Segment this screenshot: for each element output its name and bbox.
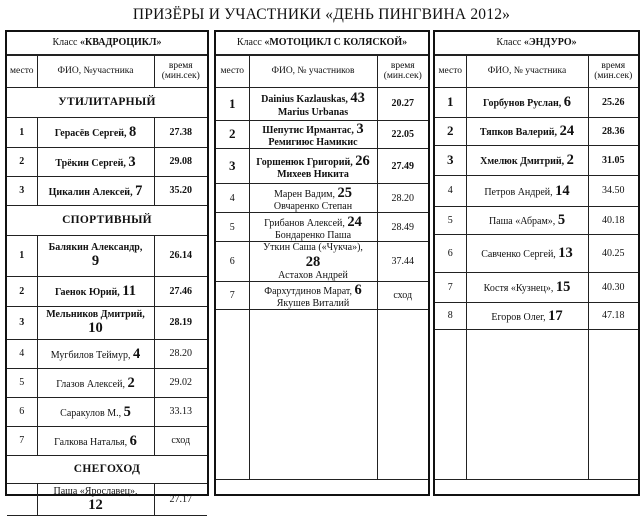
participant-cell — [466, 273, 588, 303]
time-cell: 28.19 — [154, 307, 207, 340]
participant-cell — [466, 207, 588, 235]
place-cell: 2 — [7, 277, 37, 307]
col-time: время (мин.сек) — [377, 56, 428, 88]
place-cell: 5 — [216, 213, 249, 242]
time-cell: 28.20 — [154, 340, 207, 369]
crew-number: 24 — [347, 213, 362, 230]
time-cell: 28.20 — [377, 184, 428, 213]
col-time: время (мин.сек) — [588, 56, 638, 88]
participant-cell — [466, 146, 588, 176]
crew-row — [216, 149, 428, 184]
class-label: Класс — [52, 37, 78, 48]
place-cell: 4 — [435, 176, 466, 207]
place-cell: 4 — [7, 340, 37, 369]
result-row — [435, 118, 638, 146]
col-place: место — [216, 56, 249, 88]
crew-row — [216, 213, 428, 242]
driver-name: Горшенюк Григорий, — [256, 156, 353, 168]
quad-results-table — [7, 55, 207, 516]
result-row — [435, 273, 638, 303]
class-label: Класс — [496, 37, 522, 48]
sidecar-class-panel — [214, 30, 430, 496]
place-cell: 3 — [7, 307, 37, 340]
result-row — [7, 177, 207, 206]
place-cell: 4 — [216, 184, 249, 213]
place-cell: 8 — [435, 303, 466, 330]
participant-name: Горбунов Руслан, — [483, 98, 562, 110]
participant-name: Паша «Ярославец», — [53, 485, 138, 497]
participant-number: 14 — [555, 182, 570, 199]
place-cell: 7 — [7, 427, 37, 456]
result-row — [7, 484, 207, 516]
participant-name: Петров Андрей, — [484, 186, 553, 198]
result-row — [7, 148, 207, 177]
participant-number: 5 — [557, 212, 566, 229]
crew-cell — [249, 149, 377, 184]
crew-number: 28 — [305, 253, 321, 270]
crew-row — [216, 242, 428, 282]
driver-name: Шепутис Ирмантас, — [262, 125, 354, 136]
sidecar-class-header — [216, 32, 428, 55]
time-cell: 40.18 — [588, 207, 638, 235]
place-cell: 6 — [7, 398, 37, 427]
time-cell: 28.49 — [377, 213, 428, 242]
participant-number: 24 — [559, 123, 575, 140]
participant-name: Балякин Александр, — [48, 242, 143, 254]
passenger-name: Овчаренко Степан — [273, 200, 353, 212]
section-title-utility: УТИЛИТАРНЫЙ — [7, 88, 207, 118]
quad-class-header — [7, 32, 207, 55]
participant-cell — [37, 398, 154, 427]
participant-name: Трёкин Сергей, — [55, 157, 126, 169]
participant-name: Егоров Олег, — [491, 311, 546, 323]
place-cell: 2 — [216, 121, 249, 149]
participant-cell — [466, 118, 588, 146]
participant-cell — [37, 277, 154, 307]
time-cell: 29.02 — [154, 369, 207, 398]
driver-name: Грибанов Алексей, — [264, 217, 345, 229]
crew-cell — [249, 213, 377, 242]
col-time: время (мин.сек) — [154, 56, 207, 88]
participant-number: 4 — [133, 345, 141, 362]
driver-name: Dainius Kazlauskas, — [261, 94, 348, 106]
crew-row — [216, 184, 428, 213]
col-place: место — [7, 56, 37, 88]
result-row — [435, 235, 638, 273]
place-cell: 6 — [435, 235, 466, 273]
section-title-sport: СПОРТИВНЫЙ — [7, 206, 207, 236]
participant-name: Гаенок Юрий, — [55, 287, 120, 299]
place-cell: 2 — [435, 118, 466, 146]
place-cell: 1 — [435, 88, 466, 118]
crew-cell — [249, 184, 377, 213]
enduro-class-panel — [433, 30, 640, 496]
place-cell — [7, 484, 37, 516]
participant-name: Хмелюк Дмитрий, — [480, 156, 565, 168]
crew-row — [216, 121, 428, 149]
place-cell: 7 — [216, 282, 249, 310]
quad-class-panel — [5, 30, 209, 513]
time-cell: 22.05 — [377, 121, 428, 149]
participant-cell — [37, 340, 154, 369]
crew-cell — [249, 121, 377, 149]
participant-number: 3 — [128, 153, 136, 170]
crew-row — [216, 88, 428, 121]
sidecar-results-table — [216, 55, 428, 480]
participant-cell — [37, 148, 154, 177]
time-cell: 40.30 — [588, 273, 638, 303]
participant-name: Герасёв Сергей, — [54, 128, 127, 140]
crew-cell — [249, 242, 377, 282]
participant-number: 2 — [127, 374, 135, 391]
crew-cell — [249, 88, 377, 121]
participant-name: Мугбилов Теймур, — [50, 349, 131, 361]
crew-row — [216, 282, 428, 310]
class-label: Класс — [236, 37, 262, 48]
result-row — [435, 88, 638, 118]
result-row — [7, 277, 207, 307]
time-cell: 29.08 — [154, 148, 207, 177]
time-cell: сход — [377, 282, 428, 310]
enduro-class-header — [435, 32, 638, 55]
passenger-name: Якушев Виталий — [276, 298, 350, 310]
time-cell: 27.38 — [154, 118, 207, 148]
result-row — [7, 340, 207, 369]
time-cell: 35.20 — [154, 177, 207, 206]
result-row — [7, 398, 207, 427]
passenger-name: Marius Urbanas — [277, 106, 349, 118]
participant-name: Мельников Дмитрий, — [46, 309, 145, 321]
participant-cell — [466, 176, 588, 207]
result-row — [435, 176, 638, 207]
passenger-name: Астахов Андрей — [278, 269, 348, 281]
result-row — [7, 369, 207, 398]
col-name: ФИО, № участников — [249, 56, 377, 88]
participant-number: 13 — [558, 245, 573, 262]
result-row — [7, 118, 207, 148]
result-row — [7, 236, 207, 277]
participant-cell — [466, 235, 588, 273]
participant-name: Паша «Абрам», — [488, 216, 556, 228]
participant-cell — [37, 307, 154, 340]
driver-name: Фархутдинов Марат, — [264, 286, 353, 298]
result-row — [435, 146, 638, 176]
enduro-results-table — [435, 55, 638, 480]
participant-cell — [37, 118, 154, 148]
participant-name: Тяпков Валерий, — [479, 127, 558, 139]
place-cell: 3 — [7, 177, 37, 206]
column-header-row — [7, 56, 207, 88]
result-row — [435, 207, 638, 235]
participant-name: Цикалин Алексей, — [48, 186, 133, 198]
participant-name: Костя «Кузнец», — [483, 283, 554, 295]
time-cell: 37.44 — [377, 242, 428, 282]
crew-number: 26 — [355, 152, 370, 169]
place-cell: 2 — [7, 148, 37, 177]
document-title: ПРИЗЁРЫ И УЧАСТНИКИ «ДЕНЬ ПИНГВИНА 2012» — [132, 6, 511, 23]
participant-name: Савченко Сергей, — [481, 249, 556, 261]
time-cell: сход — [154, 427, 207, 456]
participant-number: 9 — [91, 253, 100, 270]
place-cell: 3 — [216, 149, 249, 184]
driver-name: Уткин Саша («Чукча»), — [263, 242, 363, 254]
participant-number: 7 — [135, 182, 143, 199]
class-name: «КВАДРОЦИКЛ» — [80, 37, 162, 48]
place-cell: 3 — [435, 146, 466, 176]
participant-number: 17 — [548, 307, 563, 324]
crew-number: 6 — [354, 282, 362, 299]
participant-name: Глазов Алексей, — [56, 378, 125, 390]
participant-cell — [466, 88, 588, 118]
place-cell: 5 — [7, 369, 37, 398]
passenger-name: Михеев Никита — [277, 168, 349, 180]
participant-number: 11 — [122, 283, 136, 300]
class-name: «ЭНДУРО» — [523, 37, 577, 48]
place-cell: 5 — [435, 207, 466, 235]
place-cell: 7 — [435, 273, 466, 303]
participant-number: 5 — [123, 403, 131, 420]
participant-cell — [37, 427, 154, 456]
place-cell: 1 — [7, 118, 37, 148]
section-row — [7, 206, 207, 236]
time-cell: 34.50 — [588, 176, 638, 207]
time-cell: 20.27 — [377, 88, 428, 121]
col-name: ФИО, №участника — [37, 56, 154, 88]
time-cell: 31.05 — [588, 146, 638, 176]
time-cell: 27.17 — [154, 484, 207, 516]
empty-row — [435, 330, 638, 480]
time-cell: 40.25 — [588, 235, 638, 273]
participant-number: 6 — [129, 432, 137, 449]
col-place: место — [435, 56, 466, 88]
section-row — [7, 456, 207, 484]
participant-cell — [466, 303, 588, 330]
participant-name: Галкова Наталья, — [54, 436, 128, 448]
participant-number: 6 — [563, 94, 571, 111]
time-cell: 25.26 — [588, 88, 638, 118]
col-name: ФИО, № участника — [466, 56, 588, 88]
result-row — [7, 427, 207, 456]
empty-row — [216, 310, 428, 480]
passenger-name: Бондаренко Паша — [274, 229, 352, 241]
time-cell: 47.18 — [588, 303, 638, 330]
crew-number: 3 — [356, 121, 364, 137]
participant-number: 10 — [88, 320, 103, 337]
time-cell: 26.14 — [154, 236, 207, 277]
crew-cell — [249, 282, 377, 310]
time-cell: 27.49 — [377, 149, 428, 184]
section-row — [7, 88, 207, 118]
result-row — [7, 307, 207, 340]
time-cell: 27.46 — [154, 277, 207, 307]
column-header-row — [435, 56, 638, 88]
participant-name: Саракулов М., — [60, 407, 122, 419]
crew-number: 43 — [350, 90, 365, 107]
participant-cell — [37, 484, 154, 516]
participant-number: 2 — [566, 152, 574, 169]
participant-number: 15 — [555, 279, 571, 296]
participant-cell — [37, 369, 154, 398]
participant-cell — [37, 177, 154, 206]
time-cell: 28.36 — [588, 118, 638, 146]
participant-number: 12 — [88, 496, 103, 513]
crew-number: 25 — [337, 184, 352, 201]
participant-cell — [37, 236, 154, 277]
participant-number: 8 — [129, 124, 137, 141]
place-cell: 1 — [216, 88, 249, 121]
result-row — [435, 303, 638, 330]
passenger-name: Ремигиюс Намикис — [268, 137, 358, 149]
column-header-row — [216, 56, 428, 88]
driver-name: Марен Вадим, — [274, 188, 335, 200]
place-cell: 1 — [7, 236, 37, 277]
class-name: «МОТОЦИКЛ С КОЛЯСКОЙ» — [264, 37, 408, 48]
place-cell: 6 — [216, 242, 249, 282]
section-title-snowmobile: СНЕГОХОД — [7, 456, 207, 484]
time-cell: 33.13 — [154, 398, 207, 427]
